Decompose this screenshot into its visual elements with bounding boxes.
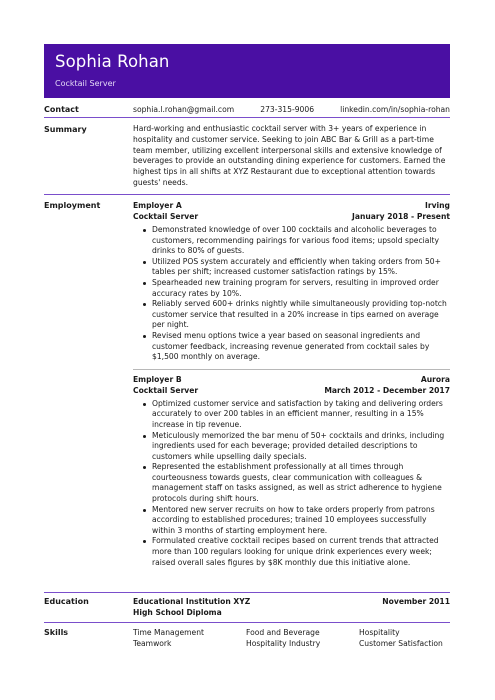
job-bullet: Spearheaded new training program for servers, resulting in improved order accuracy rates by 10%. [133,278,450,299]
summary-text: Hard-working and enthusiastic cocktail server with 3+ years of experience in hospitality and customer service. Seeking to join ABC Bar & Grill as a part-time team member, utilizing excellent interpersonal skills and extensive knowledge of beverages to provide an outstanding dining experience for customers. Earned the highest tips in all shifts at XYZ Restaurant due to exceptional attention towards guests' needs. [133,124,446,187]
education-content [133,596,450,618]
education-date: November 2011 [382,597,450,606]
job-dates: March 2012 - December 2017 [324,385,450,395]
job-bullet: Utilized POS system accurately and efficiently when taking orders from 50+ tables per shift; increased customer satisfaction ratings by 15%. [133,257,450,278]
contact-linkedin[interactable]: linkedin.com/in/sophia-rohan [340,105,450,114]
job-entry [133,200,450,363]
candidate-name: Sophia Rohan [55,52,170,71]
job-role: Cocktail Server [133,385,199,395]
education-degree: High School Diploma [133,608,222,617]
job-bullet: Demonstrated knowledge of over 100 cocktails and alcoholic beverages to customers, recommending pairings for various food items; upsold specialty drinks to 80% of guests. [133,225,450,257]
skills-section [44,623,450,653]
contact-phone[interactable]: 273-315-9006 [260,105,315,114]
job-bullet: Revised menu options twice a year based on seasonal ingredients and customer feedback, increasing revenue generated from cocktail sales by $1,500 monthly on average. [133,331,450,363]
job-bullet: Reliably served 600+ drinks nightly while simultaneously providing top-notch customer service that resulted in a 20% increase in tips earned on average per night. [133,299,450,331]
section-label-summary: Summary [44,125,87,134]
section-label-employment: Employment [44,201,101,210]
job-dates: January 2018 - Present [352,212,450,221]
section-label-skills: Skills [44,628,69,637]
skill-item: Teamwork [133,639,172,648]
contact-email[interactable]: sophia.l.rohan@gmail.com [133,105,235,114]
resume-header [44,44,450,98]
education-section [44,593,450,623]
education-institution: Educational Institution XYZ [133,597,251,606]
employment-section [44,195,450,593]
skill-item: Food and Beverage [246,628,320,637]
skill-item: Time Management [133,628,205,637]
skill-item: Hospitality [359,628,400,637]
skill-item: Hospitality Industry [246,639,321,648]
section-label-contact: Contact [44,105,79,114]
job-location: Aurora [420,374,450,384]
contact-section [44,100,450,118]
job-bullet: Formulated creative cocktail recipes based on current trends that attracted more than 100 regulars looking for unique drink experiences every week; raised overall sales figures by $8K monthly due this initiative alone. [133,536,450,568]
section-label-education: Education [44,597,89,606]
job-bullet: Represented the establishment professionally at all times through courteousness towards guests, clear communication with colleagues & management staff on tasks assigned, as well as strict adherence to hygiene protocols during shift hours. [133,462,450,504]
job-role: Cocktail Server [133,212,199,221]
job-bullet: Mentored new server recruits on how to take orders properly from patrons according to established procedures; trained 10 employees successfully within 3 months of starting employment here. [133,505,450,537]
summary-section [44,118,450,195]
job-entry [133,374,450,569]
skills-list [133,627,450,649]
contact-details [133,104,450,115]
job-bullets [133,225,450,363]
job-employer: Employer B [133,374,182,384]
job-employer: Employer A [133,201,182,210]
job-bullet: Optimized customer service and satisfaction by taking and delivering orders accurately to over 200 tables in an efficient manner, resulting in a 15% increase in tip revenue. [133,399,450,431]
employment-content [133,200,450,568]
candidate-title: Cocktail Server [55,79,116,88]
job-bullets [133,399,450,569]
job-bullet: Meticulously memorized the bar menu of 50+ cocktails and drinks, including ingredients used for each beverage; provided detailed descriptions to customers while upselling daily specials. [133,431,450,463]
skill-item: Customer Satisfaction [359,639,443,648]
job-divider [133,369,450,370]
job-location: Irving [425,201,450,210]
